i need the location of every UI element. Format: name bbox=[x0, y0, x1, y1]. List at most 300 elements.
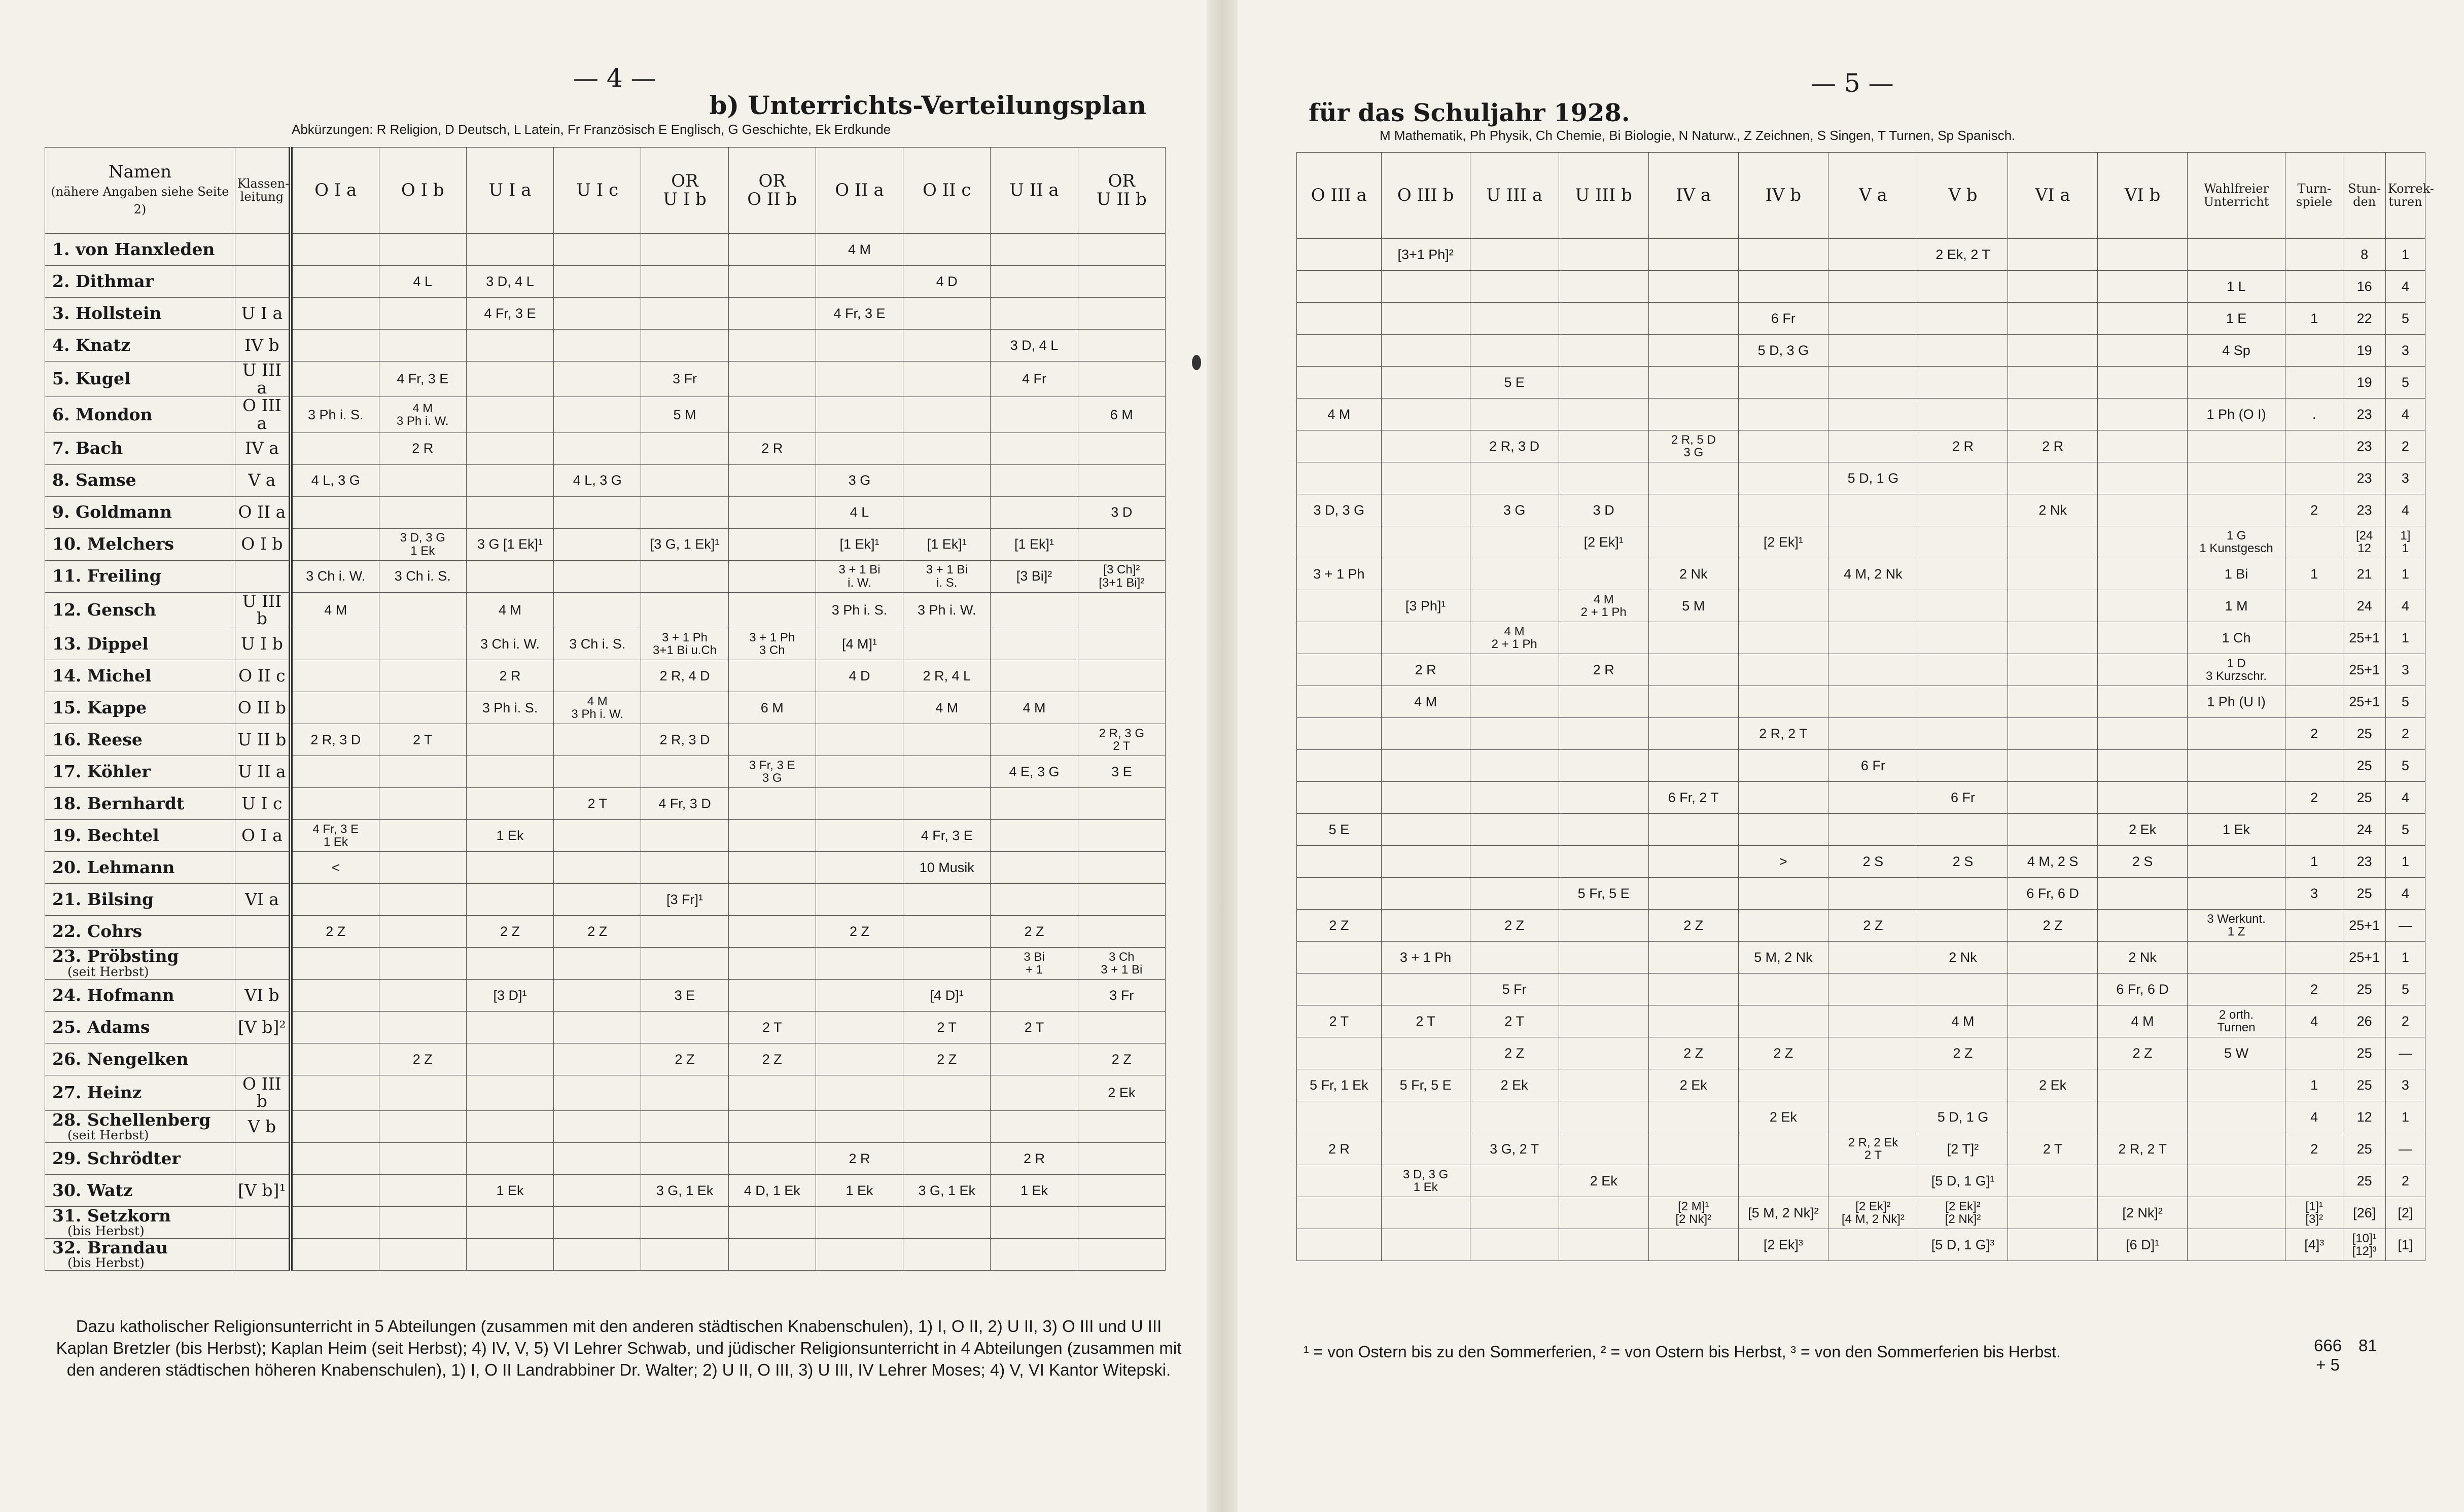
table-cell bbox=[379, 851, 466, 883]
table-cell: 25 bbox=[2343, 1037, 2385, 1069]
table-cell: 2 R bbox=[816, 1143, 903, 1175]
table-cell bbox=[816, 433, 903, 464]
class-leadership: O II a bbox=[235, 496, 290, 528]
table-cell bbox=[1297, 239, 1382, 271]
table-cell bbox=[291, 883, 379, 915]
table-cell bbox=[903, 628, 991, 660]
table-cell bbox=[379, 496, 466, 528]
table-cell bbox=[2008, 1005, 2098, 1037]
table-cell bbox=[554, 1043, 641, 1075]
table-cell bbox=[2008, 526, 2098, 558]
table-row bbox=[1297, 974, 2425, 1005]
table-cell bbox=[2008, 1229, 2098, 1261]
teacher-name-text: 14. Michel bbox=[52, 665, 152, 686]
table-cell: 2 T bbox=[1297, 1005, 1382, 1037]
table-cell bbox=[1470, 1101, 1559, 1133]
table-cell: 5 Fr bbox=[1470, 974, 1559, 1005]
table-cell: 4 M, 2 S bbox=[2008, 846, 2098, 878]
table-cell bbox=[1470, 1197, 1559, 1229]
class-leadership bbox=[235, 947, 290, 979]
teacher-name bbox=[45, 979, 235, 1011]
table-cell bbox=[2285, 526, 2343, 558]
table-cell: 1 bbox=[2285, 846, 2343, 878]
table-cell: 4 Fr, 3 E bbox=[379, 362, 466, 397]
table-cell bbox=[1381, 367, 1470, 399]
teacher-name-text: 12. Gensch bbox=[52, 599, 156, 620]
teacher-name-note: (seit Herbst) bbox=[67, 1128, 149, 1143]
table-cell bbox=[1918, 271, 2008, 303]
table-cell: 3 G bbox=[1470, 494, 1559, 526]
table-cell: 3 G, 1 Ek bbox=[903, 1175, 991, 1207]
table-cell: 2 Z bbox=[466, 915, 553, 947]
table-row bbox=[1297, 942, 2425, 974]
table-cell bbox=[1918, 718, 2008, 750]
teacher-name bbox=[45, 397, 235, 433]
table-row bbox=[1297, 1101, 2425, 1133]
table-cell bbox=[816, 330, 903, 362]
table-cell: 1 bbox=[2285, 1069, 2343, 1101]
table-cell bbox=[1918, 399, 2008, 430]
table-cell bbox=[379, 628, 466, 660]
table-cell bbox=[2285, 367, 2343, 399]
table-cell bbox=[1078, 528, 1165, 560]
table-row bbox=[1297, 654, 2425, 686]
table-cell: 5 bbox=[2385, 814, 2425, 846]
table-cell bbox=[1559, 558, 1648, 590]
class-leadership bbox=[235, 1143, 290, 1175]
table-cell: [24 12 bbox=[2343, 526, 2385, 558]
table-cell bbox=[903, 397, 991, 433]
table-cell bbox=[816, 266, 903, 298]
table-cell bbox=[466, 464, 553, 496]
table-cell bbox=[903, 883, 991, 915]
table-cell bbox=[2008, 654, 2098, 686]
table-cell bbox=[379, 755, 466, 787]
table-cell bbox=[903, 464, 991, 496]
header-class-5: OR O II b bbox=[728, 148, 816, 234]
teacher-name-text: 17. Köhler bbox=[52, 761, 151, 781]
table-cell bbox=[1828, 782, 1918, 814]
table-cell bbox=[1381, 1037, 1470, 1069]
table-cell bbox=[1828, 718, 1918, 750]
table-cell bbox=[1381, 1101, 1470, 1133]
table-cell bbox=[2188, 1069, 2285, 1101]
table-row bbox=[45, 692, 1166, 724]
table-cell: 2 S bbox=[2098, 846, 2188, 878]
table-cell bbox=[1648, 399, 1738, 430]
table-cell bbox=[991, 724, 1078, 755]
table-cell bbox=[903, 1075, 991, 1110]
teacher-name bbox=[45, 1011, 235, 1043]
table-cell: 3 D bbox=[1559, 494, 1648, 526]
table-cell: 3 Ch i. W. bbox=[466, 628, 553, 660]
class-leadership bbox=[235, 1207, 290, 1239]
table-cell bbox=[1918, 462, 2008, 494]
table-cell bbox=[1470, 239, 1559, 271]
table-cell bbox=[2188, 750, 2285, 782]
table-cell: 6 Fr, 2 T bbox=[1648, 782, 1738, 814]
teacher-name bbox=[45, 1175, 235, 1207]
table-cell bbox=[2098, 878, 2188, 910]
table-cell bbox=[641, 851, 728, 883]
plan-title: b) Unterrichts-Verteilungsplan bbox=[709, 90, 1146, 120]
table-cell bbox=[379, 592, 466, 628]
table-cell: 2 R, 4 D bbox=[641, 660, 728, 692]
table-cell bbox=[2098, 271, 2188, 303]
table-cell bbox=[1559, 686, 1648, 718]
table-cell bbox=[1381, 526, 1470, 558]
table-cell: 5 bbox=[2385, 750, 2425, 782]
schedule-table-left bbox=[45, 147, 1166, 1271]
table-cell bbox=[554, 819, 641, 851]
table-cell bbox=[1918, 686, 2008, 718]
table-cell bbox=[379, 1175, 466, 1207]
table-cell: 3 bbox=[2385, 1069, 2425, 1101]
footnote-right: ¹ = von Ostern bis zu den Sommerferien, ² = von Ostern bis Herbst, ³ = von den Sommerferien bis Herbst. bbox=[1304, 1343, 2061, 1361]
table-row bbox=[1297, 526, 2425, 558]
table-cell bbox=[991, 397, 1078, 433]
table-cell: 4 bbox=[2385, 271, 2425, 303]
class-leadership: U I b bbox=[235, 628, 290, 660]
table-cell bbox=[728, 819, 816, 851]
table-cell: 5 Fr, 5 E bbox=[1381, 1069, 1470, 1101]
table-cell bbox=[1828, 494, 1918, 526]
table-cell: < bbox=[291, 851, 379, 883]
table-cell: 2 R, 3 D bbox=[641, 724, 728, 755]
table-cell: 5 Fr, 1 Ek bbox=[1297, 1069, 1382, 1101]
table-cell: 19 bbox=[2343, 367, 2385, 399]
table-cell bbox=[1559, 750, 1648, 782]
table-cell bbox=[1470, 335, 1559, 367]
header-class-3: U I c bbox=[554, 148, 641, 234]
table-cell: 24 bbox=[2343, 590, 2385, 622]
table-cell bbox=[1297, 526, 1382, 558]
table-cell bbox=[1381, 399, 1470, 430]
table-cell bbox=[1470, 399, 1559, 430]
table-cell: 25+1 bbox=[2343, 910, 2385, 942]
table-cell: 2 bbox=[2385, 1005, 2425, 1037]
table-cell bbox=[1738, 367, 1828, 399]
table-cell bbox=[1828, 1037, 1918, 1069]
table-cell bbox=[2285, 590, 2343, 622]
teacher-name bbox=[45, 1043, 235, 1075]
table-cell bbox=[554, 234, 641, 266]
table-cell bbox=[2188, 846, 2285, 878]
table-cell bbox=[554, 266, 641, 298]
table-cell bbox=[291, 1239, 379, 1271]
teacher-name bbox=[45, 528, 235, 560]
table-cell: 2 R, 3 G 2 T bbox=[1078, 724, 1165, 755]
table-cell: 1 E bbox=[2188, 303, 2285, 335]
table-cell bbox=[2098, 430, 2188, 462]
table-cell: 4 Fr, 3 E bbox=[466, 298, 553, 330]
table-cell bbox=[1738, 974, 1828, 1005]
table-cell bbox=[1078, 660, 1165, 692]
table-cell bbox=[903, 496, 991, 528]
class-leadership bbox=[235, 234, 290, 266]
abbreviations-right: M Mathematik, Ph Physik, Ch Chemie, Bi Biologie, N Naturw., Z Zeichnen, S Singen, T Turnen, Sp Spanisch. bbox=[1380, 128, 2016, 143]
table-cell bbox=[379, 1239, 466, 1271]
table-cell bbox=[1297, 1197, 1382, 1229]
table-row bbox=[45, 1175, 1166, 1207]
table-cell bbox=[2008, 590, 2098, 622]
table-cell bbox=[1918, 814, 2008, 846]
table-cell: 2 Ek bbox=[2098, 814, 2188, 846]
table-row bbox=[45, 496, 1166, 528]
teacher-name bbox=[45, 660, 235, 692]
table-cell bbox=[728, 234, 816, 266]
table-cell: 2 Z bbox=[1648, 910, 1738, 942]
table-cell bbox=[1828, 814, 1918, 846]
table-cell: 2 Z bbox=[1297, 910, 1382, 942]
table-cell bbox=[1078, 592, 1165, 628]
table-cell: 4 L, 3 G bbox=[291, 464, 379, 496]
page-number-right: — 5 — bbox=[1811, 68, 1894, 98]
table-row bbox=[1297, 750, 2425, 782]
table-cell bbox=[2098, 462, 2188, 494]
table-cell: 3 Ph i. W. bbox=[903, 592, 991, 628]
table-cell: 3 + 1 Ph 3+1 Bi u.Ch bbox=[641, 628, 728, 660]
table-cell bbox=[554, 660, 641, 692]
table-cell bbox=[1828, 399, 1918, 430]
header-col-1: O III b bbox=[1381, 153, 1470, 239]
table-cell: [1 Ek]¹ bbox=[903, 528, 991, 560]
table-cell bbox=[2285, 462, 2343, 494]
table-cell bbox=[816, 787, 903, 819]
table-cell bbox=[728, 397, 816, 433]
teacher-name bbox=[45, 628, 235, 660]
table-row bbox=[45, 883, 1166, 915]
table-cell bbox=[1559, 1197, 1648, 1229]
table-cell bbox=[466, 433, 553, 464]
table-cell bbox=[379, 692, 466, 724]
table-cell bbox=[1918, 335, 2008, 367]
class-leadership: U I c bbox=[235, 787, 290, 819]
table-cell bbox=[641, 464, 728, 496]
table-cell bbox=[1828, 271, 1918, 303]
table-cell: 2 R bbox=[728, 433, 816, 464]
table-cell bbox=[728, 660, 816, 692]
table-cell bbox=[728, 464, 816, 496]
table-cell bbox=[1648, 1229, 1738, 1261]
table-cell bbox=[816, 397, 903, 433]
table-cell bbox=[554, 1075, 641, 1110]
table-cell: [2 Nk]² bbox=[2098, 1197, 2188, 1229]
table-cell: 4 M 3 Ph i. W. bbox=[554, 692, 641, 724]
table-cell: 10 Musik bbox=[903, 851, 991, 883]
teacher-name-text: 26. Nengelken bbox=[52, 1049, 189, 1069]
class-leadership bbox=[235, 266, 290, 298]
table-cell: 6 Fr bbox=[1738, 303, 1828, 335]
table-cell bbox=[554, 947, 641, 979]
table-cell: 26 bbox=[2343, 1005, 2385, 1037]
table-cell: 1 bbox=[2385, 622, 2425, 654]
table-cell bbox=[1738, 590, 1828, 622]
table-cell: 2 R, 5 D 3 G bbox=[1648, 430, 1738, 462]
header-class-4: OR U I b bbox=[641, 148, 728, 234]
table-cell: [3 Ph]¹ bbox=[1381, 590, 1470, 622]
table-cell bbox=[2098, 1101, 2188, 1133]
table-cell bbox=[554, 1175, 641, 1207]
table-row bbox=[1297, 430, 2425, 462]
table-cell bbox=[1738, 654, 1828, 686]
table-row bbox=[1297, 590, 2425, 622]
table-cell bbox=[991, 1043, 1078, 1075]
table-cell bbox=[466, 787, 553, 819]
table-cell bbox=[991, 464, 1078, 496]
table-cell bbox=[2008, 750, 2098, 782]
table-cell bbox=[466, 1011, 553, 1043]
table-cell bbox=[1381, 1133, 1470, 1165]
table-cell: 3 E bbox=[1078, 755, 1165, 787]
table-cell bbox=[554, 528, 641, 560]
table-cell bbox=[641, 496, 728, 528]
table-cell: 4 D, 1 Ek bbox=[728, 1175, 816, 1207]
table-cell bbox=[1559, 399, 1648, 430]
table-cell bbox=[816, 1111, 903, 1143]
table-cell: 2 S bbox=[1918, 846, 2008, 878]
table-cell bbox=[1828, 1229, 1918, 1261]
header-col-7: V b bbox=[1918, 153, 2008, 239]
table-cell: 3 + 1 Ph bbox=[1381, 942, 1470, 974]
table-cell bbox=[1381, 878, 1470, 910]
table-cell bbox=[2008, 974, 2098, 1005]
teacher-name bbox=[45, 755, 235, 787]
table-cell: 3 Fr bbox=[641, 362, 728, 397]
table-cell: 25 bbox=[2343, 1165, 2385, 1197]
teacher-name bbox=[45, 1143, 235, 1175]
table-cell bbox=[291, 362, 379, 397]
class-leadership bbox=[235, 915, 290, 947]
table-cell: [2] bbox=[2385, 1197, 2425, 1229]
table-cell bbox=[1559, 1037, 1648, 1069]
header-row-right bbox=[1297, 153, 2425, 239]
table-cell bbox=[1078, 1143, 1165, 1175]
table-cell bbox=[1381, 622, 1470, 654]
table-cell: 5 Fr, 5 E bbox=[1559, 878, 1648, 910]
table-cell: 2 Ek bbox=[1559, 1165, 1648, 1197]
table-cell bbox=[1381, 430, 1470, 462]
table-cell bbox=[728, 560, 816, 592]
table-cell bbox=[554, 724, 641, 755]
teacher-name bbox=[45, 915, 235, 947]
table-row bbox=[45, 915, 1166, 947]
teacher-name bbox=[45, 496, 235, 528]
table-row bbox=[1297, 1005, 2425, 1037]
table-cell bbox=[641, 266, 728, 298]
table-cell bbox=[2008, 271, 2098, 303]
table-row bbox=[45, 1043, 1166, 1075]
table-cell bbox=[466, 1075, 553, 1110]
table-cell: — bbox=[2385, 1133, 2425, 1165]
table-cell bbox=[1559, 1133, 1648, 1165]
table-row bbox=[45, 947, 1166, 979]
table-cell bbox=[1918, 878, 2008, 910]
teacher-name-text: 4. Knatz bbox=[52, 335, 130, 355]
table-cell bbox=[2285, 750, 2343, 782]
table-cell bbox=[991, 496, 1078, 528]
table-cell bbox=[379, 1143, 466, 1175]
table-cell bbox=[641, 947, 728, 979]
table-row bbox=[1297, 1197, 2425, 1229]
table-row bbox=[1297, 399, 2425, 430]
table-cell bbox=[2008, 1165, 2098, 1197]
table-cell bbox=[2098, 303, 2188, 335]
table-cell bbox=[1918, 526, 2008, 558]
table-cell bbox=[554, 1111, 641, 1143]
table-cell: 2 Ek bbox=[1648, 1069, 1738, 1101]
table-cell bbox=[291, 298, 379, 330]
table-row bbox=[45, 851, 1166, 883]
table-cell: 2 Z bbox=[728, 1043, 816, 1075]
table-cell bbox=[641, 330, 728, 362]
table-cell: 2 R, 3 D bbox=[1470, 430, 1559, 462]
table-cell bbox=[1738, 462, 1828, 494]
table-row bbox=[1297, 1037, 2425, 1069]
table-cell: [5 D, 1 G]³ bbox=[1918, 1229, 2008, 1261]
table-cell bbox=[903, 1143, 991, 1175]
table-cell bbox=[816, 755, 903, 787]
table-cell bbox=[1381, 846, 1470, 878]
table-cell bbox=[1297, 782, 1382, 814]
table-cell bbox=[1918, 974, 2008, 1005]
table-cell: 22 bbox=[2343, 303, 2385, 335]
class-leadership: U I a bbox=[235, 298, 290, 330]
table-cell bbox=[991, 628, 1078, 660]
table-cell bbox=[1828, 1069, 1918, 1101]
table-cell bbox=[554, 560, 641, 592]
table-cell: 5 D, 1 G bbox=[1918, 1101, 2008, 1133]
table-cell: 4 M 2 + 1 Ph bbox=[1559, 590, 1648, 622]
table-cell bbox=[1648, 494, 1738, 526]
table-cell: 4 M 2 + 1 Ph bbox=[1470, 622, 1559, 654]
table-cell bbox=[2285, 910, 2343, 942]
table-cell: 4 D bbox=[816, 660, 903, 692]
table-cell bbox=[1297, 1101, 1382, 1133]
total-hours: 666 + 5 bbox=[2314, 1336, 2342, 1374]
table-cell bbox=[1297, 654, 1382, 686]
table-cell bbox=[1559, 974, 1648, 1005]
table-cell: 1] 1 bbox=[2385, 526, 2425, 558]
table-cell bbox=[2188, 367, 2285, 399]
table-cell bbox=[1078, 1239, 1165, 1271]
table-cell: [3+1 Ph]² bbox=[1381, 239, 1470, 271]
table-cell: 4 M 3 Ph i. W. bbox=[379, 397, 466, 433]
table-row bbox=[45, 1111, 1166, 1143]
teacher-name-text: 19. Bechtel bbox=[52, 825, 159, 845]
table-row bbox=[1297, 1229, 2425, 1261]
table-cell bbox=[1918, 494, 2008, 526]
teacher-name bbox=[45, 592, 235, 628]
table-cell bbox=[466, 362, 553, 397]
header-col-8: VI a bbox=[2008, 153, 2098, 239]
table-cell: 5 bbox=[2385, 686, 2425, 718]
table-cell bbox=[1078, 819, 1165, 851]
table-cell bbox=[291, 1111, 379, 1143]
teacher-name-text: 13. Dippel bbox=[52, 633, 149, 654]
table-cell bbox=[2008, 335, 2098, 367]
table-cell bbox=[816, 947, 903, 979]
table-cell bbox=[2188, 1229, 2285, 1261]
header-namen-note: (nähere Angaben siehe Seite 2) bbox=[51, 184, 229, 217]
table-cell bbox=[554, 851, 641, 883]
table-row bbox=[45, 1239, 1166, 1271]
table-cell: 25+1 bbox=[2343, 622, 2385, 654]
table-cell: 23 bbox=[2343, 494, 2385, 526]
header-class-2: U I a bbox=[466, 148, 553, 234]
table-cell bbox=[1918, 1069, 2008, 1101]
table-cell bbox=[641, 234, 728, 266]
